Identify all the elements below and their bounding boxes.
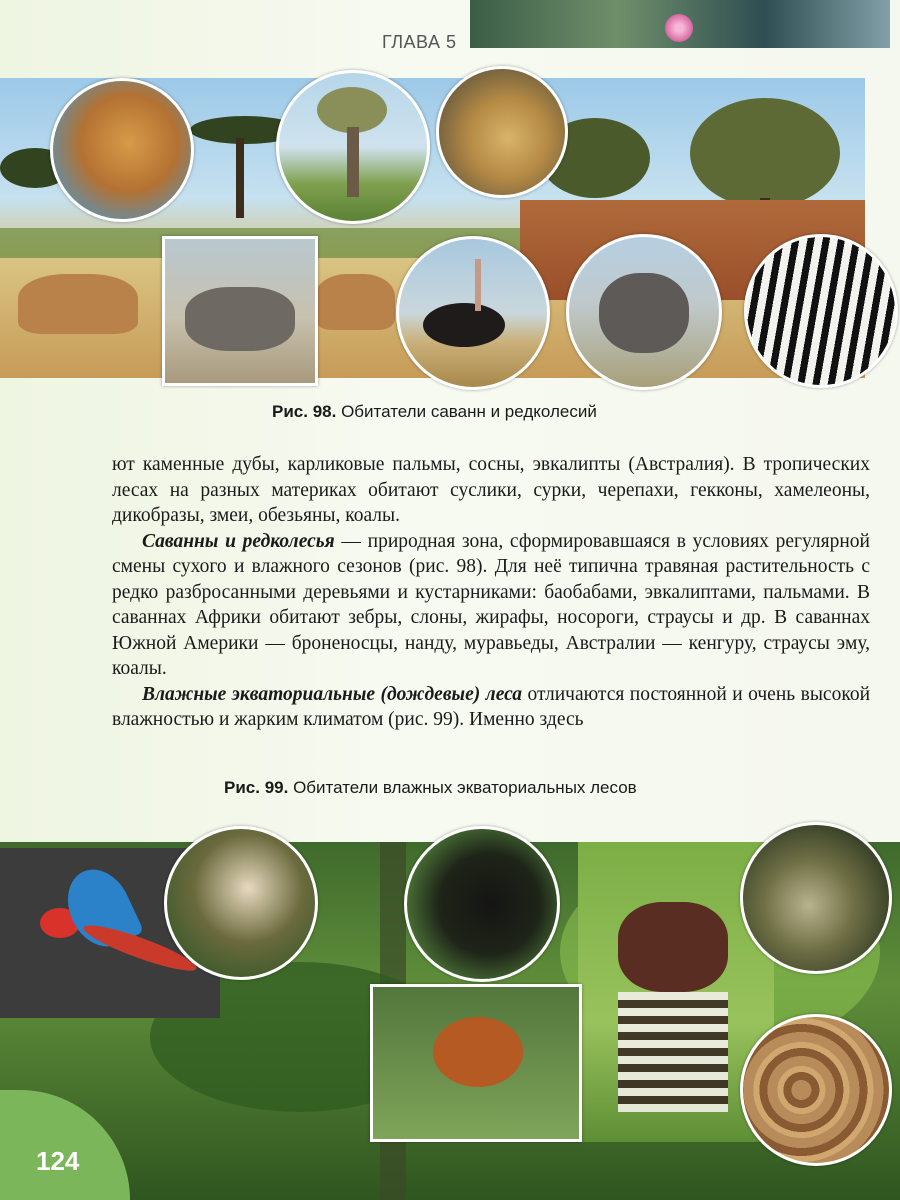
capuchin-monkey-photo — [164, 826, 318, 980]
baobab-photo — [276, 70, 430, 224]
paragraph-2-text: — природная зона, сформировавшаяся в условиях регулярной смены сухого и влажного сезонов (рис. 98). Для неё типична травяная растительность с редко разбросанными деревьями и кустарниками: баобабами, эвкалиптами, пальмами. В саваннах Африки обитают зебры, слоны, жирафы, носороги, страусы и др. В саваннах Южной Америки — броненосцы, нанду, муравьеды, Австралии — кенгуру, страусы эму, коалы. — [112, 530, 870, 679]
figure-98-label: Рис. 98. — [272, 402, 337, 421]
ostrich-photo — [396, 236, 550, 390]
paragraph-3-text: отличаются постоянной и очень высокой влажностью и жарким климатом (рис. 99). Именно здесь — [112, 683, 871, 730]
figure-98-caption — [272, 402, 597, 422]
python-snake-photo — [740, 1014, 892, 1166]
black-panther-photo — [404, 826, 560, 982]
orangutan-photo — [370, 984, 582, 1142]
cheetah-photo — [436, 66, 568, 198]
paragraph-1: ют каменные дубы, карликовые пальмы, сосны, эвкалипты (Австралия). В тропических лесах на разных материках обитают суслики, сурки, черепахи, гекконы, хамелеоны, дикобразы, змеи, обезьяны, коалы. — [112, 454, 870, 526]
paragraph-3 — [112, 682, 870, 733]
lotus-flower-image — [665, 14, 693, 42]
term-rainforest: Влажные экваториальные (дождевые) леса — [142, 683, 522, 705]
paragraph-2 — [112, 529, 870, 682]
figure-98-title: Обитатели саванн и редколесий — [341, 402, 597, 421]
body-text — [112, 452, 870, 733]
figure-99-caption — [224, 778, 637, 798]
chapter-title: ГЛАВА 5 — [382, 32, 457, 52]
figure-99-title: Обитатели влажных экваториальных лесов — [293, 778, 637, 797]
crocodile-photo — [740, 822, 892, 974]
lions-photo — [50, 78, 194, 222]
figure-99-label: Рис. 99. — [224, 778, 289, 797]
zebra-photo — [744, 234, 898, 388]
page-number: 124 — [36, 1146, 80, 1176]
elephant-photo — [566, 234, 722, 390]
rhinoceros-photo — [162, 236, 318, 386]
term-savanna: Саванны и редколесья — [142, 530, 335, 552]
